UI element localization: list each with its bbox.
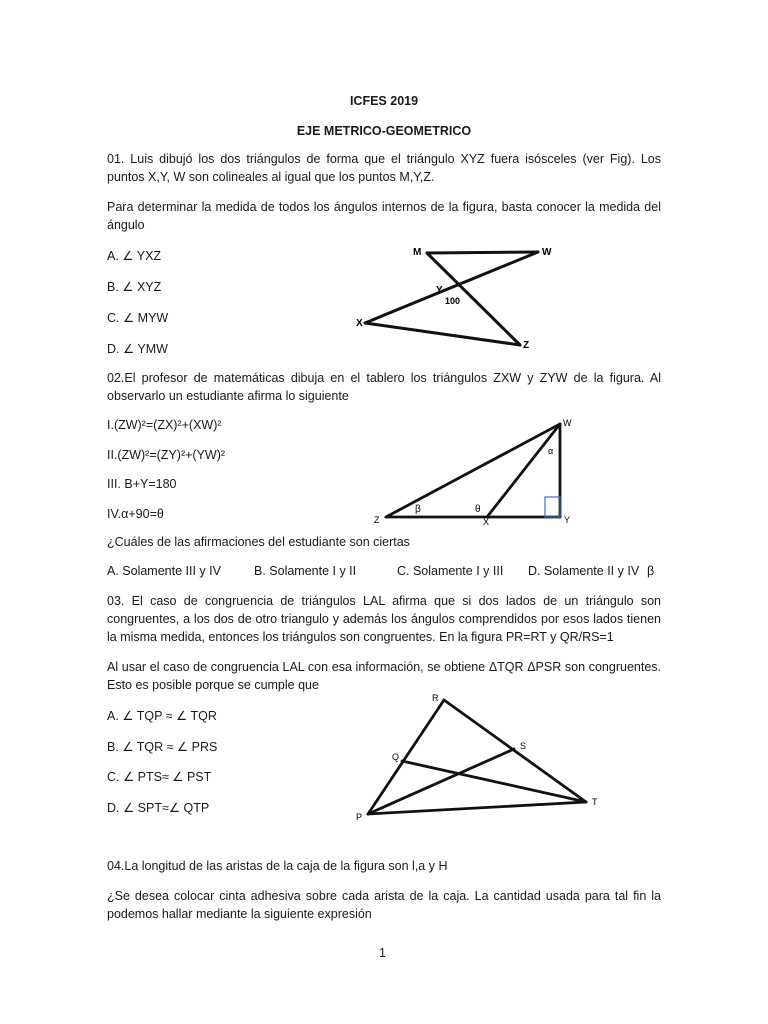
label-y: Y (436, 285, 443, 296)
label-x: X (356, 318, 363, 329)
q2-statement-1: I.(ZW)²=(ZX)²+(XW)² (107, 418, 222, 432)
q3-option-a: A. ∠ TQP ≈ ∠ TQR (107, 709, 217, 723)
page-number: 1 (379, 946, 386, 960)
label-q: Q (392, 752, 400, 762)
q4-intro: 04.La longitud de las aristas de la caja de la figura son l,a y H (107, 859, 448, 873)
q3-prompt: Al usar el caso de congruencia LAL con esa información, se obtiene ΔTQR ΔPSR son congruentes. Esto es posible porque se cumple que (107, 660, 661, 692)
document-title: ICFES 2019 (349, 94, 419, 108)
label-w: W (563, 418, 572, 428)
label-y: Y (564, 515, 571, 525)
q1-triangles-figure (350, 238, 570, 358)
q1-prompt: Para determinar la medida de todos los ángulos internos de la figura, basta conocer la medida del ángulo (107, 200, 661, 232)
label-w: W (542, 247, 552, 258)
q1-intro: 01. Luis dibujó los dos triángulos de forma que el triángulo XYZ fuera isósceles (ver Fig). Los puntos X,Y, W son colineales al igual que los puntos M,Y,Z. (107, 152, 661, 184)
q2-question: ¿Cuáles de las afirmaciones del estudiante son ciertas (107, 535, 410, 549)
label-angle-100: 100 (445, 296, 461, 306)
q3-option-d: D. ∠ SPT≈∠ QTP (107, 801, 210, 815)
label-alpha: α (548, 446, 554, 456)
q3-intro: 03. El caso de congruencia de triángulos LAL afirma que si dos lados de un triángulo son congruentes, a los dos de otro triangulo y además los ángulos comprendidos por esos lados tienen la misma medida, entonces los triángulos son congruentes. En la figura PR=RT y QR/RS=1 (107, 594, 661, 644)
q2-statement-4: IV.α+90=θ (107, 507, 164, 521)
q2-intro: 02.El profesor de matemáticas dibuja en el tablero los triángulos ZXW y ZYW de la figura. Al observarlo un estudiante afirma lo siguiente (107, 371, 661, 403)
q2-statement-3: III. B+Y=180 (107, 477, 177, 491)
label-m: M (413, 247, 422, 258)
q2-right-triangle-figure (370, 414, 585, 529)
label-x: X (483, 517, 490, 527)
label-z: Z (374, 515, 380, 525)
q1-option-c: C. ∠ MYW (107, 311, 169, 325)
q3-triangle-figure (350, 688, 610, 823)
q2-statement-2: II.(ZW)²=(ZY)²+(YW)² (107, 448, 226, 462)
label-beta: β (415, 504, 421, 515)
q3-option-b: B. ∠ TQR ≈ ∠ PRS (107, 740, 218, 754)
document-subtitle: EJE METRICO-GEOMETRICO (296, 124, 472, 138)
q1-option-a: A. ∠ YXZ (107, 249, 162, 263)
q1-option-b: B. ∠ XYZ (107, 280, 162, 294)
q1-option-d: D. ∠ YMW (107, 342, 168, 356)
label-s: S (520, 741, 527, 751)
label-z: Z (523, 340, 530, 351)
label-t: T (592, 797, 598, 807)
label-r: R (432, 693, 439, 703)
label-theta: θ (475, 504, 481, 515)
label-p: P (356, 812, 363, 822)
q2-option-a: A. Solamente III y IV (107, 564, 221, 578)
q2-option-c: C. Solamente I y III (397, 564, 504, 578)
q2-option-d: D. Solamente II y IV (528, 564, 640, 578)
q4-prompt: ¿Se desea colocar cinta adhesiva sobre cada arista de la caja. La cantidad usada para tal fin la podemos hallar mediante la siguiente expresión (107, 889, 661, 921)
q3-option-c: C. ∠ PTS≈ ∠ PST (107, 770, 212, 784)
q2-option-b: B. Solamente I y II (254, 564, 357, 578)
q2-stray-beta: β (647, 564, 655, 578)
